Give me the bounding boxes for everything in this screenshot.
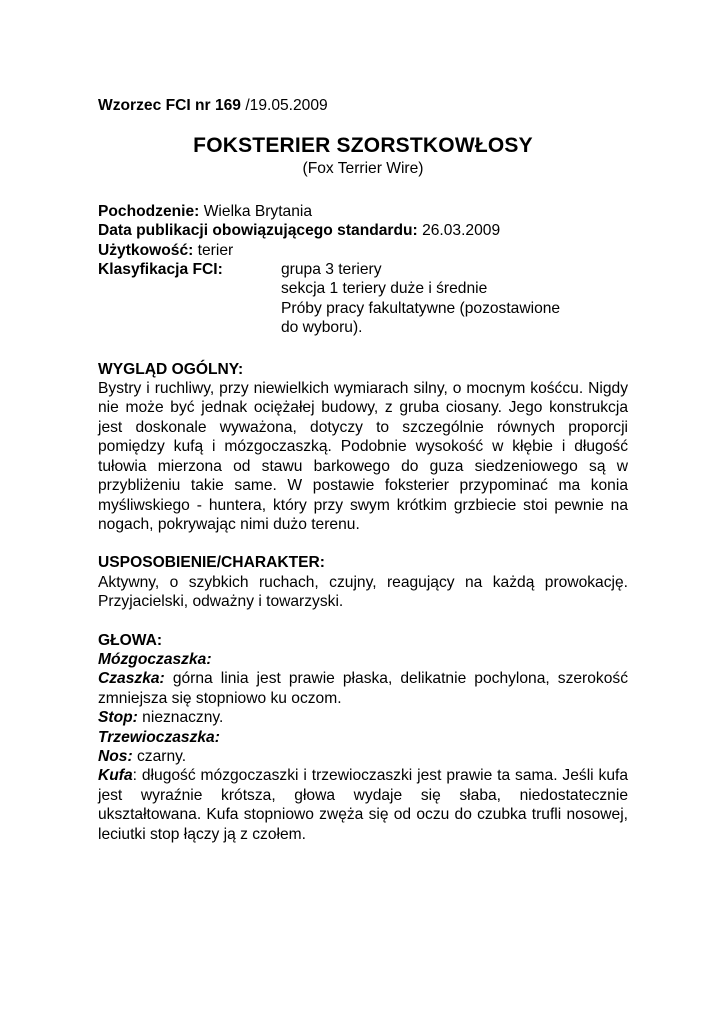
muzzle-label: Kufa bbox=[98, 767, 133, 785]
standard-date: /19.05.2009 bbox=[240, 97, 328, 114]
nose-text: czarny. bbox=[132, 747, 187, 765]
nose-label: Nos: bbox=[98, 747, 133, 765]
head-heading: GŁOWA: bbox=[98, 631, 163, 649]
standard-number: Wzorzec FCI nr 169 bbox=[98, 97, 241, 114]
classification-lines bbox=[281, 260, 560, 338]
muzzle-paragraph bbox=[98, 766, 628, 844]
general-appearance-section bbox=[98, 360, 628, 535]
utility-value: terier bbox=[193, 241, 234, 259]
utility-row bbox=[98, 241, 628, 260]
facial-region-heading: Trzewioczaszka: bbox=[98, 728, 220, 746]
general-appearance-heading: WYGLĄD OGÓLNY: bbox=[98, 360, 244, 378]
classification-line: grupa 3 teriery bbox=[281, 261, 382, 279]
stop-paragraph bbox=[98, 708, 628, 727]
classification-line: do wyboru). bbox=[281, 319, 363, 337]
standard-header bbox=[98, 96, 628, 115]
breed-info bbox=[98, 202, 628, 338]
classification-line: sekcja 1 teriery duże i średnie bbox=[281, 280, 488, 298]
classification-row bbox=[98, 260, 628, 338]
cranial-region-heading: Mózgoczaszka: bbox=[98, 650, 212, 668]
skull-paragraph bbox=[98, 669, 628, 708]
origin-label: Pochodzenie: bbox=[98, 202, 200, 220]
nose-paragraph bbox=[98, 747, 628, 766]
head-section bbox=[98, 631, 628, 844]
stop-label: Stop: bbox=[98, 709, 138, 727]
breed-title: FOKSTERIER SZORSTKOWŁOSY bbox=[193, 134, 533, 158]
classification-line: Próby pracy fakultatywne (pozostawione bbox=[281, 299, 561, 317]
temperament-text: Aktywny, o szybkich ruchach, czujny, reagujący na każdą prowokację. Przyjacielski, odważny i towarzyski. bbox=[98, 573, 628, 611]
document-page bbox=[98, 96, 628, 844]
skull-text: górna linia jest prawie płaska, delikatnie pochylona, szerokość zmniejsza się stopniowo ku oczom. bbox=[98, 670, 628, 707]
temperament-heading: USPOSOBIENIE/CHARAKTER: bbox=[98, 554, 325, 572]
classification-label: Klasyfikacja FCI: bbox=[98, 261, 223, 279]
muzzle-text: : długość mózgoczaszki i trzewioczaszki jest prawie ta sama. Jeśli kufa jest wyraźnie krótsza, głowa wydaje się słaba, niedostatecznie ukształtowana. Kufa stopniowo zwęża się od oczu do czubka trufli nosowej, leciutki stop łączy ją z czołem. bbox=[98, 767, 628, 843]
utility-label: Użytkowość: bbox=[98, 241, 194, 259]
publication-label: Data publikacji obowiązującego standardu: bbox=[98, 222, 418, 240]
breed-subtitle: (Fox Terrier Wire) bbox=[302, 160, 424, 178]
origin-row bbox=[98, 202, 628, 221]
publication-value: 26.03.2009 bbox=[417, 222, 501, 240]
origin-value: Wielka Brytania bbox=[199, 202, 313, 220]
stop-text: nieznaczny. bbox=[137, 709, 224, 727]
general-appearance-text: Bystry i ruchliwy, przy niewielkich wymiarach silny, o mocnym kośćcu. Nigdy nie może być jednak ociężałej budowy, z gruba ciosany. Jego konstrukcja jest doskonale wyważona, dotyczy to szczególnie równych proporcji pomiędzy kufą i mózgoczaszką. Podobnie wysokość w kłębie i długość tułowia mierzona od stawu barkowego do guza siedzeniowego są w przybliżeniu takie same. W postawie foksterier przypominać ma konia myśliwskiego - huntera, który przy swym krótkim grzbiecie stoi pewnie na nogach, pokrywając nimi dużo terenu. bbox=[98, 380, 628, 533]
publication-row bbox=[98, 221, 628, 240]
temperament-section bbox=[98, 553, 628, 611]
skull-label: Czaszka: bbox=[98, 670, 165, 688]
